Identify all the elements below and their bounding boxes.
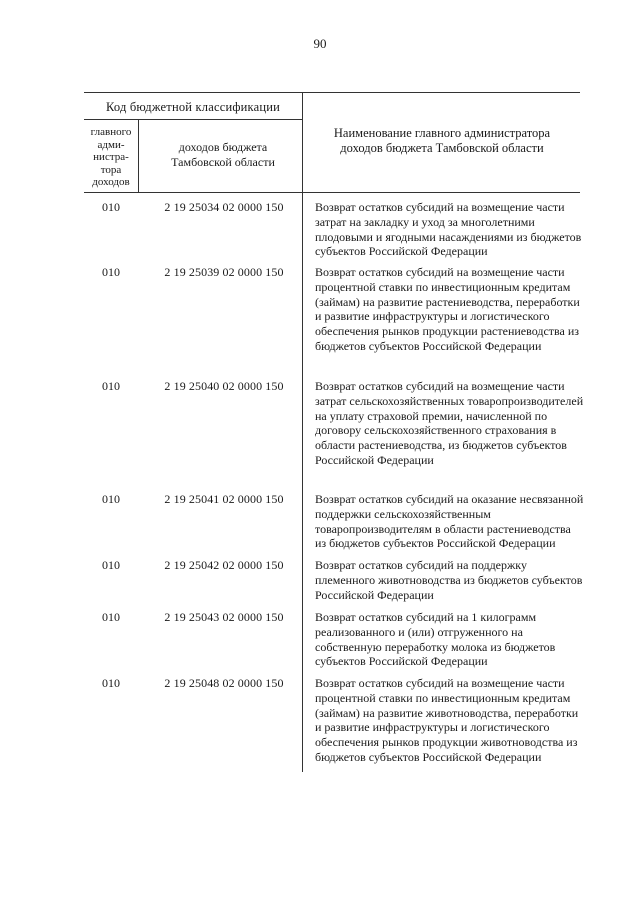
administrator-name-header: Наименование главного администратора доходов бюджета Тамбовской области <box>333 126 551 155</box>
admin-code: 010 <box>102 379 120 393</box>
income-name: Возврат остатков субсидий на поддержку племенного животноводства из бюджетов субъектов Российской Федерации <box>315 558 583 602</box>
admin-column-divider <box>138 119 139 192</box>
name-column-divider <box>302 92 303 772</box>
admin-code: 010 <box>102 610 120 624</box>
income-name: Возврат остатков субсидий на 1 килограмм реализованного и (или) отгруженного на собственную переработку молока из бюджетов субъектов Российской Федерации <box>315 610 556 669</box>
page-number: 90 <box>313 36 327 51</box>
header-split-line <box>84 119 302 120</box>
income-code: 2 19 25048 02 0000 150 <box>164 676 284 690</box>
income-code: 2 19 25040 02 0000 150 <box>164 379 284 393</box>
admin-code: 010 <box>102 492 120 506</box>
income-code: 2 19 25041 02 0000 150 <box>164 492 284 506</box>
income-name: Возврат остатков субсидий на возмещение части процентной ставки по инвестиционным кредитам (займам) на развитие животноводства, переработки и развитие инфраструктуры и логистического обеспечения рынков продукции животноводства из бюджетов субъектов Российской Федерации <box>315 676 579 764</box>
admin-code: 010 <box>102 200 120 214</box>
income-code: 2 19 25043 02 0000 150 <box>164 610 284 624</box>
income-code-header: доходов бюджета Тамбовской области <box>171 140 275 169</box>
income-name: Возврат остатков субсидий на возмещение части процентной ставки по инвестиционным кредитам (займам) на развитие растениеводства, переработки и развитие инфраструктуры и логистического обеспечения рынков продукции растениеводства из бюджетов субъектов Российской Федерации <box>315 265 580 353</box>
budget-classification-table <box>84 92 584 772</box>
admin-code: 010 <box>102 265 120 279</box>
income-name: Возврат остатков субсидий на возмещение части затрат сельскохозяйственных товаропроизводителей на уплату страховой премии, начисленной по договору сельскохозяйственного страхования в области растениеводства, из бюджетов субъектов Российской Федерации <box>315 379 584 467</box>
income-code: 2 19 25042 02 0000 150 <box>164 558 284 572</box>
income-name: Возврат остатков субсидий на оказание несвязанной поддержки сельскохозяйственным товаропроизводителям в области растениеводства из бюджетов субъектов Российской Федерации <box>315 492 584 551</box>
admin-code: 010 <box>102 676 120 690</box>
income-name: Возврат остатков субсидий на возмещение части затрат на закладку и уход за многолетними плодовыми и ягодными насаждениями из бюджетов субъектов Российской Федерации <box>315 200 582 259</box>
income-code: 2 19 25034 02 0000 150 <box>164 200 284 214</box>
chief-administrator-header: главного адми- нистра- тора доходов <box>90 126 132 188</box>
income-code: 2 19 25039 02 0000 150 <box>164 265 284 279</box>
budget-classification-code-header: Код бюджетной классификации <box>105 100 281 114</box>
admin-code: 010 <box>102 558 120 572</box>
table-top-border <box>84 92 580 93</box>
header-bottom-border <box>84 192 580 193</box>
